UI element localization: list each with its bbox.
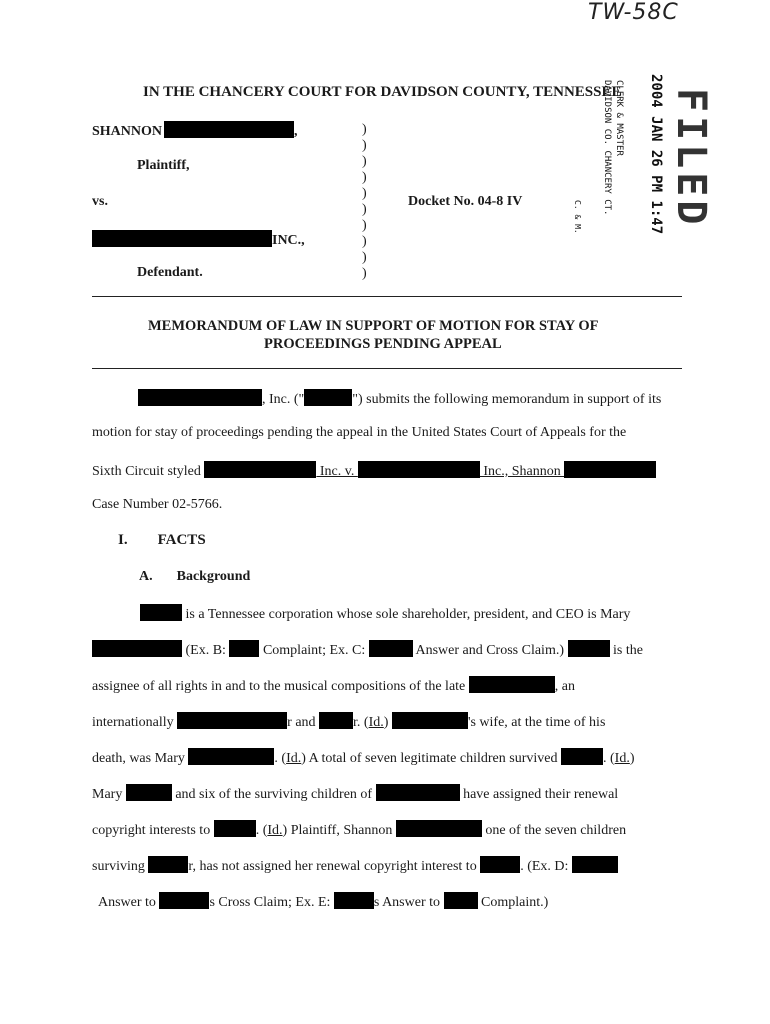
facts-line-9: [98, 892, 548, 911]
facts-text: is a Tennessee corporation whose sole shareholder, president, and CEO is Mary: [182, 607, 631, 622]
intro-text: Sixth Circuit styled: [92, 464, 205, 479]
facts-line-2: [92, 640, 643, 659]
redaction: [334, 892, 374, 909]
docket-number: Docket No. 04-8 IV: [408, 194, 523, 209]
facts-text: . (Ex. D:: [520, 859, 572, 874]
document-title-line1: MEMORANDUM OF LAW IN SUPPORT OF MOTION FOR STAY OF: [148, 318, 599, 334]
redaction: [177, 712, 287, 729]
id-citation: Id.: [267, 823, 283, 838]
facts-text: Mary: [92, 787, 126, 802]
caption-vs: vs.: [92, 194, 108, 209]
facts-text: and six of the surviving children of: [171, 787, 376, 802]
redaction: [561, 748, 603, 765]
facts-text: s Cross Claim; Ex. E:: [209, 895, 334, 910]
plaintiff-role: Plaintiff,: [137, 158, 190, 173]
facts-text: surviving: [92, 859, 149, 874]
facts-text: have assigned their renewal: [459, 787, 619, 802]
document-title-line2: PROCEEDINGS PENDING APPEAL: [264, 336, 502, 352]
redaction: [319, 712, 353, 729]
redaction: [358, 461, 480, 478]
redaction: [572, 856, 618, 873]
redaction: [564, 461, 656, 478]
redaction: [92, 230, 272, 247]
intro-line-4: Case Number 02-5766.: [92, 497, 223, 512]
stamp-initials: C. & M.: [573, 200, 582, 234]
redaction: [229, 640, 259, 657]
intro-text: ") submits the following memorandum in support of its: [352, 392, 662, 407]
facts-text: Complaint; Ex. C:: [259, 643, 369, 658]
redaction: [214, 820, 256, 837]
redaction: [480, 856, 520, 873]
redaction: [568, 640, 610, 657]
caption-defendant: [92, 230, 305, 249]
facts-line-6: [92, 784, 618, 803]
intro-line-3: [92, 461, 656, 480]
court-heading: IN THE CHANCERY COURT FOR DAVIDSON COUNTY, TENNESSEE: [143, 84, 622, 100]
intro-text: , Inc. (": [262, 392, 305, 407]
facts-text: r. (: [353, 715, 369, 730]
facts-text: (Ex. B:: [182, 643, 230, 658]
redaction: [469, 676, 555, 693]
redaction: [159, 892, 209, 909]
facts-text: is the: [609, 643, 643, 658]
facts-text: ) Plaintiff, Shannon: [282, 823, 396, 838]
facts-text: r and: [287, 715, 320, 730]
redaction: [392, 712, 468, 729]
id-citation: Id.: [614, 751, 630, 766]
subsection-heading: [139, 569, 250, 585]
redaction: [444, 892, 478, 909]
caption-parentheses: ) ) ) ) ) ) ) ) ) ): [362, 122, 367, 281]
facts-text: internationally: [92, 715, 178, 730]
facts-text: ): [629, 751, 635, 766]
section-number: I.: [118, 532, 128, 548]
facts-text: r, has not assigned her renewal copyright interest to: [188, 859, 481, 874]
facts-text: Answer and Cross Claim.): [412, 643, 568, 658]
id-citation: Id.: [368, 715, 384, 730]
handwritten-reference: TW-58C: [588, 0, 679, 25]
caption-plaintiff: SHANNON ,: [92, 121, 298, 140]
redaction: [188, 748, 274, 765]
facts-line-3: [92, 676, 575, 695]
redaction: [369, 640, 413, 657]
facts-text: copyright interests to: [92, 823, 214, 838]
facts-text: . (: [274, 751, 287, 766]
stamp-county: DAVIDSON CO. CHANCERY CT.: [602, 80, 612, 216]
redaction: [140, 604, 182, 621]
facts-text: . (: [255, 823, 268, 838]
redaction: [204, 461, 316, 478]
section-title: FACTS: [157, 532, 206, 548]
redaction: [376, 784, 460, 801]
redaction: [164, 121, 294, 138]
facts-text: ) A total of seven legitimate children survived: [301, 751, 561, 766]
plaintiff-name: SHANNON: [92, 124, 163, 139]
stamp-date: 2004 JAN 26 PM 1:47: [648, 74, 664, 235]
facts-line-7: [92, 820, 626, 839]
redaction: [126, 784, 172, 801]
facts-text: assignee of all rights in and to the musical compositions of the late: [92, 679, 469, 694]
facts-text: , an: [554, 679, 575, 694]
intro-text: Inc. v.: [316, 464, 358, 479]
subsection-letter: A.: [139, 569, 153, 584]
intro-text: Inc., Shannon: [479, 464, 565, 479]
facts-line-1: [140, 604, 630, 623]
caption-rule: [92, 296, 682, 297]
facts-line-5: [92, 748, 635, 767]
facts-text: s Answer to: [373, 895, 444, 910]
facts-text: 's wife, at the time of his: [467, 715, 606, 730]
subsection-title: Background: [176, 569, 251, 584]
title-rule: [92, 368, 682, 369]
redaction: [92, 640, 182, 657]
redaction: [138, 389, 262, 406]
defendant-role: Defendant.: [137, 265, 203, 280]
id-citation: Id.: [286, 751, 302, 766]
redaction: [304, 389, 352, 406]
redaction: [396, 820, 482, 837]
facts-text: one of the seven children: [481, 823, 627, 838]
facts-text: ): [383, 715, 392, 730]
intro-line-2: motion for stay of proceedings pending the appeal in the United States Court of Appeals for the: [92, 425, 627, 440]
facts-text: death, was Mary: [92, 751, 189, 766]
facts-text: Complaint.): [477, 895, 549, 910]
intro-line-1: [138, 389, 661, 408]
section-heading: [118, 532, 206, 549]
redaction: [148, 856, 188, 873]
stamp-filed: FILED: [668, 88, 714, 229]
facts-line-4: [92, 712, 605, 731]
facts-text: . (: [602, 751, 615, 766]
defendant-suffix: INC.,: [272, 233, 305, 248]
stamp-clerk: CLERK & MASTER: [614, 80, 624, 156]
facts-line-8: [92, 856, 618, 875]
facts-text: Answer to: [98, 895, 160, 910]
